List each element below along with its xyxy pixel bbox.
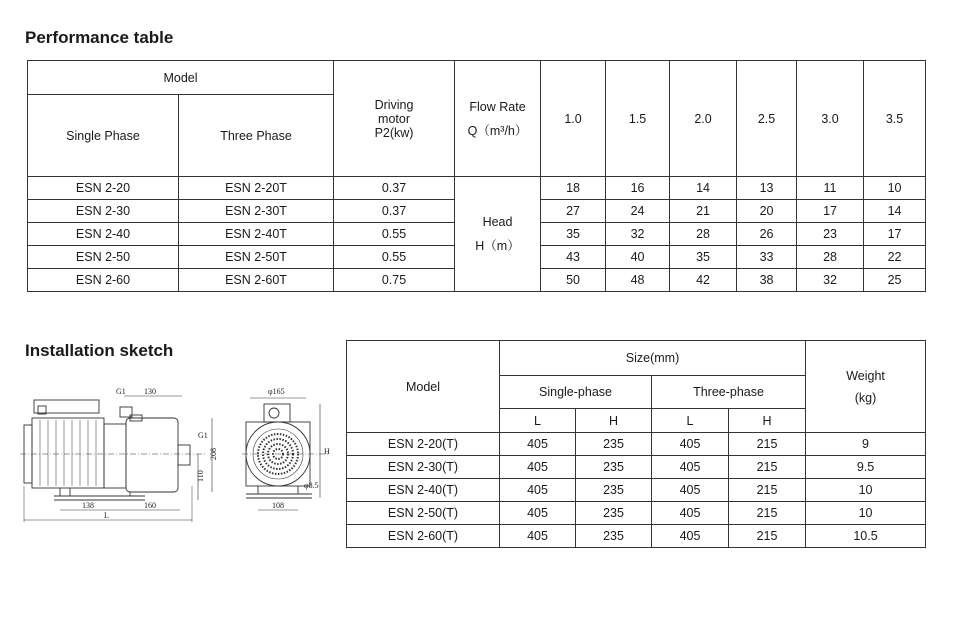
table-row	[347, 525, 926, 548]
motor-label-line3: P2(kw)	[374, 125, 414, 140]
head-value: 43	[541, 246, 606, 269]
head-value: 38	[737, 269, 797, 292]
dim-208: 208	[209, 448, 218, 460]
single-l-cell: 405	[500, 525, 576, 548]
three-l-cell: 405	[652, 525, 729, 548]
three-h-cell: 215	[729, 456, 806, 479]
single-phase-header: Single Phase	[28, 95, 179, 177]
flow-label-line1: Flow Rate	[469, 99, 526, 114]
three-phase-header: Three-phase	[652, 376, 806, 409]
h-header: H	[729, 409, 806, 433]
head-value: 32	[606, 223, 670, 246]
single-h-cell: 235	[576, 433, 652, 456]
head-value: 28	[670, 223, 737, 246]
single-phase-header: Single-phase	[500, 376, 652, 409]
installation-sketch-drawing	[20, 382, 335, 527]
head-value: 16	[606, 177, 670, 200]
head-value: 14	[864, 200, 926, 223]
installation-table	[346, 340, 926, 548]
single-l-cell: 405	[500, 479, 576, 502]
head-value: 20	[737, 200, 797, 223]
head-label-line1: Head	[482, 215, 513, 229]
pump-front-view	[242, 398, 330, 510]
single-phase-model: ESN 2-60	[28, 269, 179, 292]
weight-cell: 10	[806, 502, 926, 525]
weight-header	[806, 341, 926, 433]
model-cell: ESN 2-20(T)	[347, 433, 500, 456]
head-value: 33	[737, 246, 797, 269]
head-value: 42	[670, 269, 737, 292]
head-value: 18	[541, 177, 606, 200]
dim-108: 108	[272, 501, 284, 510]
three-l-cell: 405	[652, 433, 729, 456]
head-value: 17	[864, 223, 926, 246]
three-h-cell: 215	[729, 525, 806, 548]
table-row	[28, 177, 926, 200]
single-phase-model: ESN 2-50	[28, 246, 179, 269]
single-h-cell: 235	[576, 525, 652, 548]
head-value: 32	[797, 269, 864, 292]
flow-value-header: 1.5	[606, 61, 670, 177]
flow-value-header: 2.0	[670, 61, 737, 177]
weight-cell: 10	[806, 479, 926, 502]
single-l-cell: 405	[500, 456, 576, 479]
installation-sketch-title: Installation sketch	[25, 341, 174, 360]
three-l-cell: 405	[652, 502, 729, 525]
head-value: 21	[670, 200, 737, 223]
table-row	[347, 433, 926, 456]
head-value: 40	[606, 246, 670, 269]
three-phase-model: ESN 2-30T	[179, 200, 334, 223]
motor-label-line1: Driving	[374, 97, 414, 112]
motor-label-line2: motor	[378, 111, 410, 126]
head-value: 22	[864, 246, 926, 269]
flow-value-header: 1.0	[541, 61, 606, 177]
head-value: 28	[797, 246, 864, 269]
flow-rate-header	[455, 61, 541, 177]
table-row	[347, 456, 926, 479]
weight-cell: 9	[806, 433, 926, 456]
head-value: 50	[541, 269, 606, 292]
single-h-cell: 235	[576, 456, 652, 479]
dim-L: L	[104, 511, 109, 520]
dim-160: 160	[144, 501, 156, 510]
motor-power: 0.75	[334, 269, 455, 292]
single-h-cell: 235	[576, 479, 652, 502]
head-value: 17	[797, 200, 864, 223]
single-phase-model: ESN 2-20	[28, 177, 179, 200]
motor-power: 0.55	[334, 223, 455, 246]
head-value: 11	[797, 177, 864, 200]
head-value: 13	[737, 177, 797, 200]
l-header: L	[500, 409, 576, 433]
three-h-cell: 215	[729, 502, 806, 525]
head-value: 10	[864, 177, 926, 200]
flow-value-header: 3.0	[797, 61, 864, 177]
weight-label-line1: Weight	[846, 368, 885, 383]
model-header: Model	[28, 61, 334, 95]
three-phase-model: ESN 2-40T	[179, 223, 334, 246]
three-phase-header: Three Phase	[179, 95, 334, 177]
three-l-cell: 405	[652, 479, 729, 502]
head-value: 48	[606, 269, 670, 292]
size-header: Size(mm)	[500, 341, 806, 376]
pump-side-view	[20, 396, 212, 522]
model-cell: ESN 2-30(T)	[347, 456, 500, 479]
h-header: H	[576, 409, 652, 433]
head-value: 14	[670, 177, 737, 200]
dim-g1-top: G1	[116, 387, 126, 396]
dim-130: 130	[144, 387, 156, 396]
table-row	[347, 479, 926, 502]
single-l-cell: 405	[500, 502, 576, 525]
model-cell: ESN 2-40(T)	[347, 479, 500, 502]
model-cell: ESN 2-60(T)	[347, 525, 500, 548]
performance-table	[27, 60, 926, 292]
three-h-cell: 215	[729, 479, 806, 502]
head-value: 25	[864, 269, 926, 292]
head-value: 24	[606, 200, 670, 223]
dim-110: 110	[196, 470, 205, 482]
single-phase-model: ESN 2-40	[28, 223, 179, 246]
three-phase-model: ESN 2-60T	[179, 269, 334, 292]
motor-power: 0.55	[334, 246, 455, 269]
dim-H: H	[324, 447, 330, 456]
weight-cell: 9.5	[806, 456, 926, 479]
head-value: 35	[541, 223, 606, 246]
head-label-line2: H（m）	[475, 239, 520, 253]
motor-power-header	[334, 61, 455, 177]
performance-table-title: Performance table	[25, 28, 174, 47]
model-header: Model	[347, 341, 500, 433]
head-value: 26	[737, 223, 797, 246]
three-h-cell: 215	[729, 433, 806, 456]
motor-power: 0.37	[334, 200, 455, 223]
weight-cell: 10.5	[806, 525, 926, 548]
three-l-cell: 405	[652, 456, 729, 479]
flow-value-header: 3.5	[864, 61, 926, 177]
l-header: L	[652, 409, 729, 433]
motor-power: 0.37	[334, 177, 455, 200]
dim-138: 138	[82, 501, 94, 510]
dim-g1-side: G1	[198, 431, 208, 440]
weight-label-line2: (kg)	[854, 390, 877, 405]
three-phase-model: ESN 2-50T	[179, 246, 334, 269]
model-cell: ESN 2-50(T)	[347, 502, 500, 525]
flow-label-line2: Q（m³/h）	[467, 123, 528, 138]
table-row	[347, 502, 926, 525]
single-l-cell: 405	[500, 433, 576, 456]
head-value: 23	[797, 223, 864, 246]
head-value: 27	[541, 200, 606, 223]
flow-value-header: 2.5	[737, 61, 797, 177]
dim-8-5: φ8.5	[304, 481, 319, 490]
head-label-cell	[455, 177, 541, 292]
three-phase-model: ESN 2-20T	[179, 177, 334, 200]
single-h-cell: 235	[576, 502, 652, 525]
single-phase-model: ESN 2-30	[28, 200, 179, 223]
head-value: 35	[670, 246, 737, 269]
dim-165: φ165	[268, 387, 285, 396]
